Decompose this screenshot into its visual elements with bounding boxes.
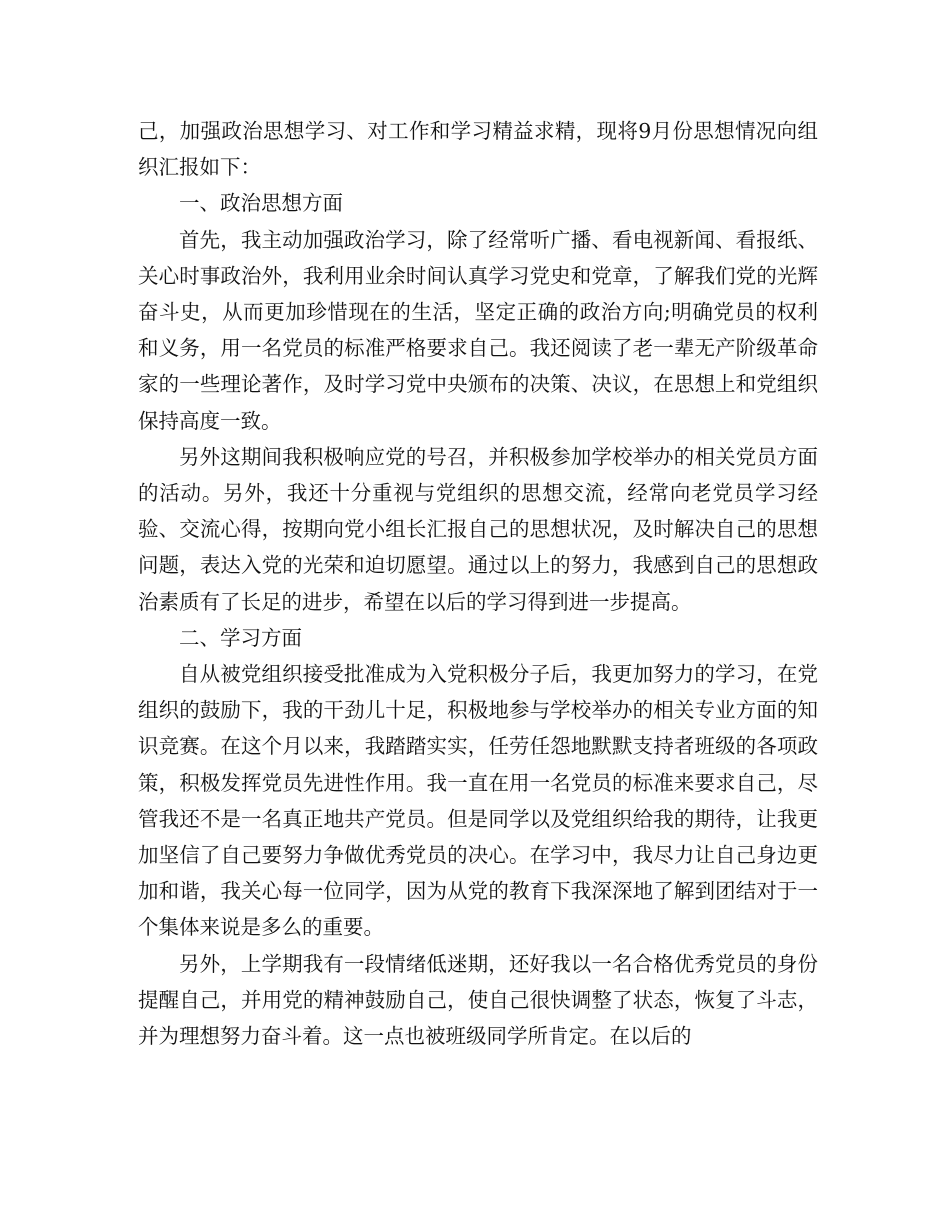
document-body <box>138 113 818 1054</box>
paragraph-low-period: 另外，上学期我有一段情绪低迷期，还好我以一名合格优秀党员的身份提醒自己，并用党的精神鼓励自己，使自己很快调整了状态，恢复了斗志，并为理想努力奋斗着。这一点也被班级同学所肯定。在以后的 <box>138 951 818 1049</box>
paragraph-party-activities: 另外这期间我积极响应党的号召，并积极参加学校举办的相关党员方面的活动。另外，我还十分重视与党组织的思想交流，经常向老党员学习经验、交流心得，按期向党小组长汇报自己的思想状况，及时解决自己的思想问题，表达入党的光荣和迫切愿望。通过以上的努力，我感到自己的思想政治素质有了长足的进步，希望在以后的学习得到进一步提高。 <box>138 444 818 614</box>
paragraph-study-effort: 自从被党组织接受批准成为入党积极分子后，我更加努力的学习，在党组织的鼓励下，我的干劲儿十足，积极地参与学校举办的相关专业方面的知识竞赛。在这个月以来，我踏踏实实，任劳任怨地默默支持者班级的各项政策，积极发挥党员先进性作用。我一直在用一名党员的标准来要求自己，尽管我还不是一名真正地共产党员。但是同学以及党组织给我的期待，让我更加坚信了自己要努力争做优秀党员的决心。在学习中，我尽力让自己身边更加和谐，我关心每一位同学，因为从党的教育下我深深地了解到团结对于一个集体来说是多么的重要。 <box>138 662 818 940</box>
section-heading-study: 二、学习方面 <box>179 625 302 650</box>
paragraph-political-study: 首先，我主动加强政治学习，除了经常听广播、看电视新闻、看报纸、关心时事政治外，我利用业余时间认真学习党史和党章，了解我们党的光辉奋斗史，从而更加珍惜现在的生活，坚定正确的政治方向;明确党员的权利和义务，用一名党员的标准严格要求自己。我还阅读了老一辈无产阶级革命家的一些理论著作，及时学习党中央颁布的决策、决议，在思想上和党组织保持高度一致。 <box>138 227 818 433</box>
section-heading-political: 一、政治思想方面 <box>179 191 343 216</box>
paragraph-continued: 己，加强政治思想学习、对工作和学习精益求精，现将9月份思想情况向组织汇报如下： <box>138 119 818 180</box>
